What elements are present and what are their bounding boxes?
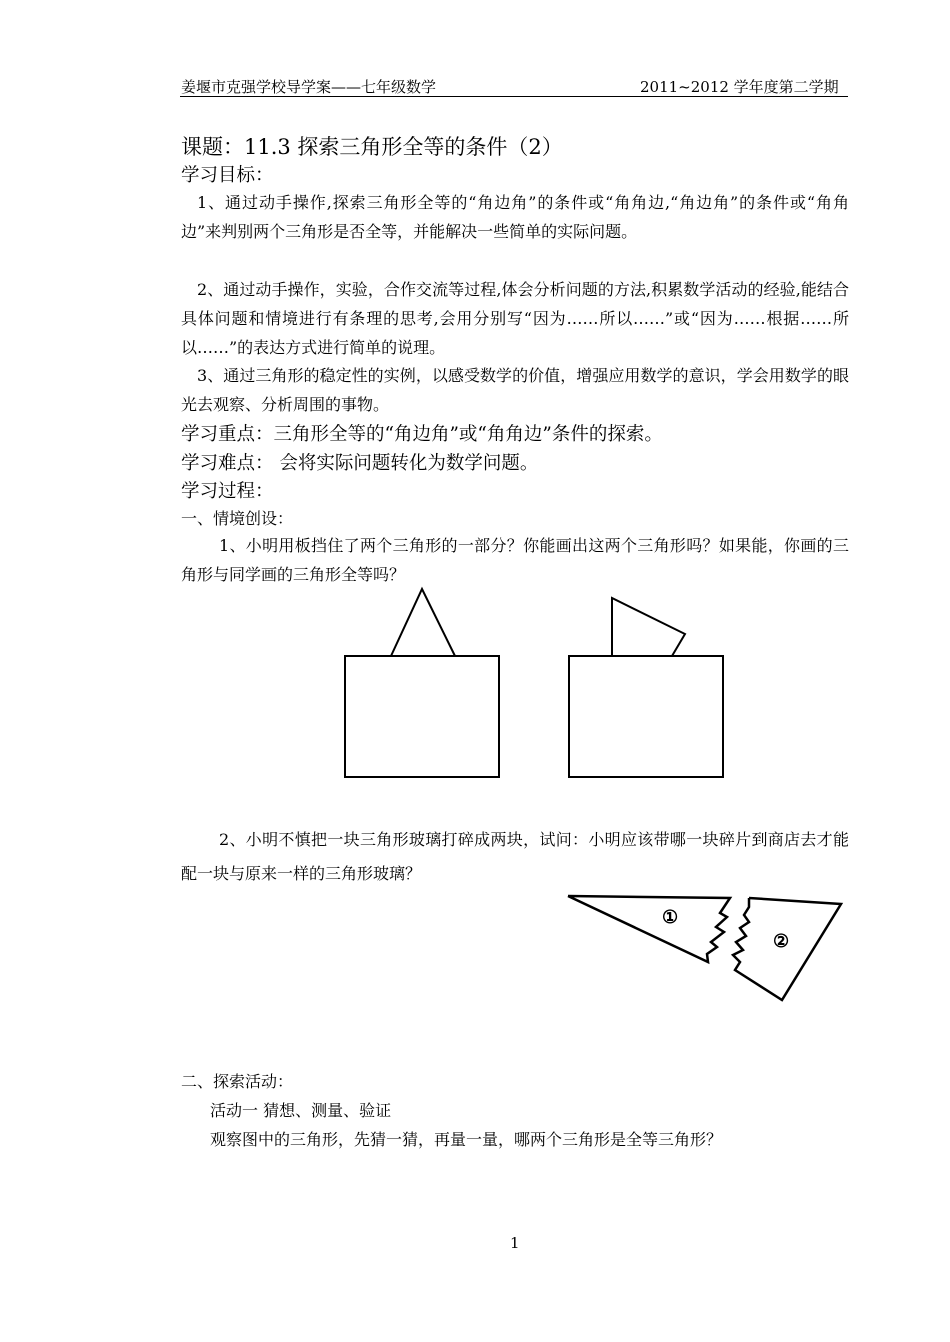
objectives-heading: 学习目标： bbox=[181, 165, 274, 186]
activity-title: 活动一 猜想、测量、验证 bbox=[210, 1101, 392, 1120]
objective-2: 2、通过动手操作，实验，合作交流等过程,体会分析问题的方法,积累数学活动的经验,能结合具体问题和情境进行有条理的思考,会用分别写“因为……所以……”或“因为……根据……所以……”的表达方式进行简单的说理。 bbox=[181, 280, 849, 357]
section1-heading: 一、情境创设： bbox=[181, 509, 294, 528]
piece-1-label: ① bbox=[662, 907, 679, 928]
header-right: 2011~2012 学年度第二学期 bbox=[640, 78, 839, 96]
objective-1: 1、通过动手操作,探索三角形全等的“角边角”的条件或“角角边,“角边角”的条件或“角角边”来判别两个三角形是否全等，并能解决一些简单的实际问题。 bbox=[181, 193, 849, 241]
difficulty: 学习难点： 会将实际问题转化为数学问题。 bbox=[181, 453, 539, 474]
objective-3: 3、通过三角形的稳定性的实例，以感受数学的价值，增强应用数学的意识，学会用数学的眼光去观察、分析周围的事物。 bbox=[181, 366, 849, 414]
key-point: 学习重点：三角形全等的“角边角”或“角角边”条件的探索。 bbox=[181, 424, 663, 445]
activity-instruction: 观察图中的三角形，先猜一猜，再量一量，哪两个三角形是全等三角形？ bbox=[210, 1130, 723, 1149]
question-2: 2、小明不慎把一块三角形玻璃打碎成两块，试问：小明应该带哪一块碎片到商店去才能配一块与原来一样的三角形玻璃？ bbox=[181, 830, 849, 883]
page-title: 课题：11.3 探索三角形全等的条件（2） bbox=[181, 135, 563, 159]
question-1: 1、小明用板挡住了两个三角形的一部分？你能画出这两个三角形吗？如果能，你画的三角形与同学画的三角形全等吗？ bbox=[181, 536, 849, 584]
process-heading: 学习过程： bbox=[181, 481, 274, 502]
page-number: 1 bbox=[510, 1234, 520, 1252]
section2-heading: 二、探索活动： bbox=[181, 1072, 294, 1091]
glass-piece-1 bbox=[568, 896, 730, 962]
header-left: 姜堰市克强学校导学案——七年级数学 bbox=[181, 78, 437, 96]
piece-2-label: ② bbox=[773, 931, 790, 952]
